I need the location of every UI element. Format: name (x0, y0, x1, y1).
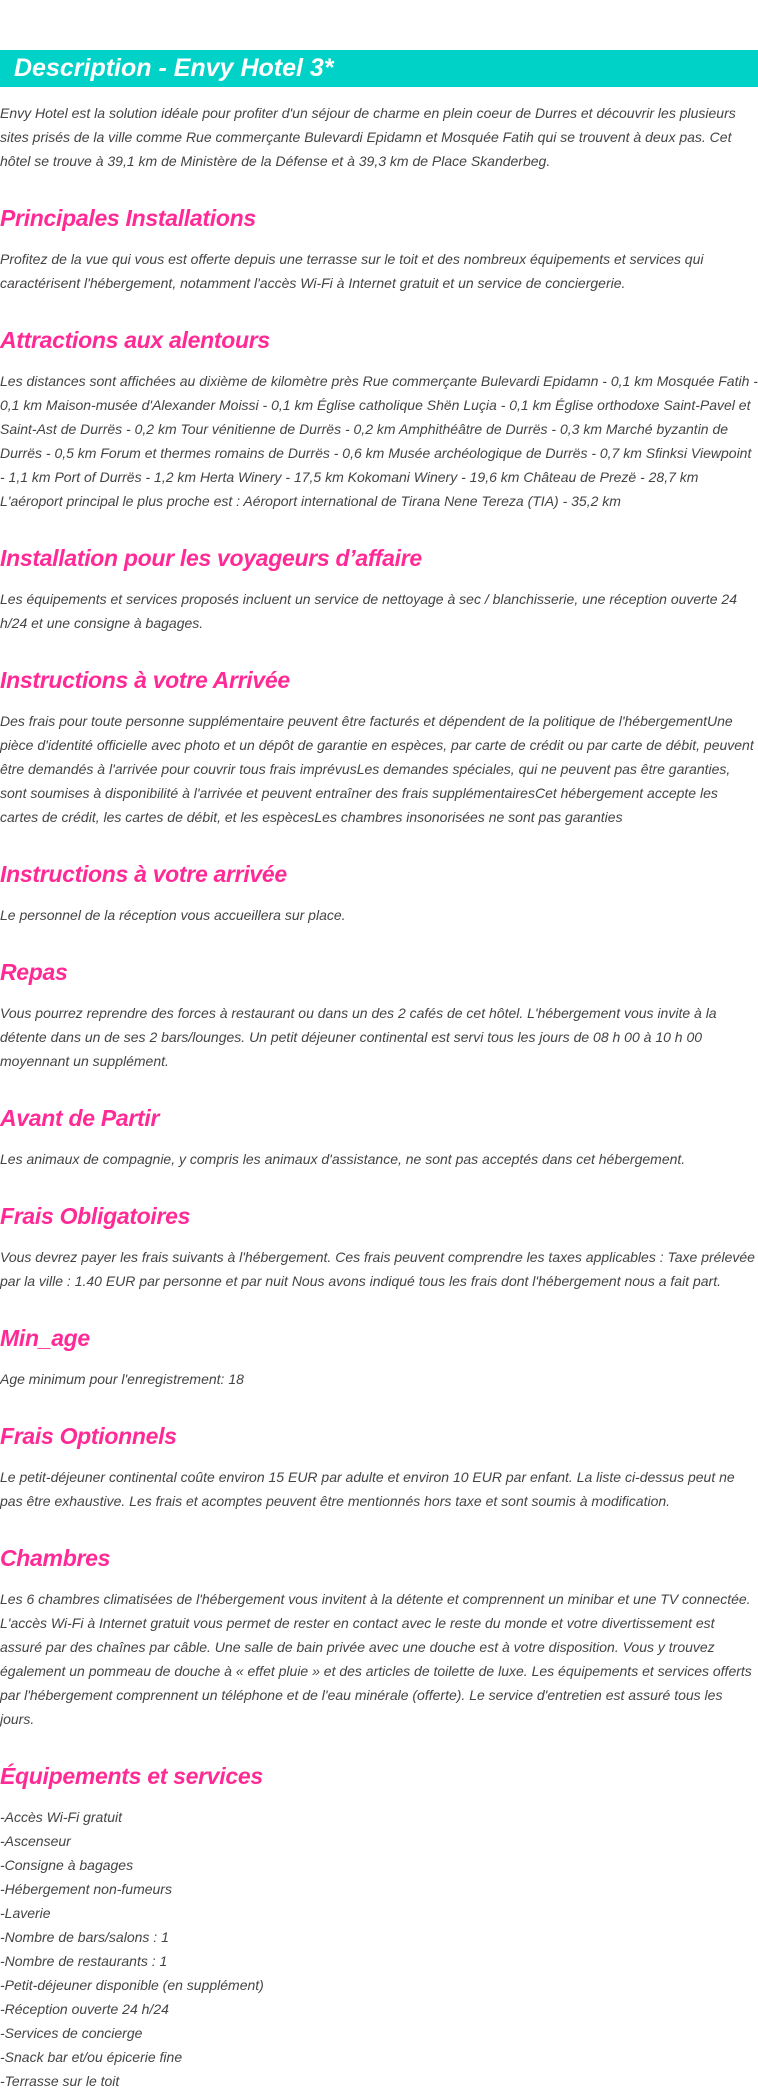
section-attractions (0, 295, 758, 513)
section-heading: Attractions aux alentours (0, 327, 270, 353)
section-text: Le personnel de la réception vous accueillera sur place. (0, 907, 346, 923)
list-item: -Nombre de restaurants : 1 (0, 1953, 168, 1969)
section-text: Vous devrez payer les frais suivants à l'hébergement. Ces frais peuvent comprendre les taxes applicables : Taxe prélevée par la ville : 1.40 EUR par personne et par nuit Nous avons indiqué tous les frais dont l'hébergement nous a fait part. (0, 1249, 755, 1289)
section-min-age (0, 1293, 758, 1391)
section-instructions-arrivee-2 (0, 829, 758, 927)
list-item: -Accès Wi-Fi gratuit (0, 1809, 123, 1825)
section-text: Les équipements et services proposés incluent un service de nettoyage à sec / blanchisserie, une réception ouverte 24 h/24 et une consigne à bagages. (0, 591, 737, 631)
section-text: Le petit-déjeuner continental coûte environ 15 EUR par adulte et environ 10 EUR par enfant. La liste ci-dessus peut ne pas être exhaustive. Les frais et acomptes peuvent être mentionnés hors taxe et sont soumis à modification. (0, 1469, 735, 1509)
section-heading: Avant de Partir (0, 1105, 160, 1131)
list-item: -Ascenseur (0, 1833, 71, 1849)
list-item: -Petit-déjeuner disponible (en supplément) (0, 1977, 264, 1993)
list-item: -Hébergement non-fumeurs (0, 1881, 172, 1897)
list-item: -Services de concierge (0, 2025, 143, 2041)
section-heading: Chambres (0, 1545, 111, 1571)
section-text: Les 6 chambres climatisées de l'hébergement vous invitent à la détente et comprennent un minibar et une TV connectée. L'accès Wi-Fi à Internet gratuit vous permet de rester en contact avec le reste du monde et votre divertissement est assuré par des chaînes par câble. Une salle de bain privée avec une douche est à votre disposition. Vous y trouvez également un pommeau de douche à « effet pluie » et des articles de toilette de luxe. Les équipements et services offerts par l'hébergement comprennent un téléphone et de l'eau minérale (offerte). Le service d'entretien est assuré tous les jours. (0, 1591, 752, 1727)
section-voyageurs-affaire (0, 513, 758, 635)
section-instructions-arrivee (0, 635, 758, 829)
section-text: Les distances sont affichées au dixième de kilomètre près Rue commerçante Bulevardi Epidamn - 0,1 km Mosquée Fatih - 0,1 km Maison-musée d'Alexander Moissi - 0,1 km Église catholique Shën Luçia - 0,1 km Église orthodoxe Saint-Pavel et Saint-Ast de Durrës - 0,2 km Tour vénitienne de Durrës - 0,2 km Amphithéâtre de Durrës - 0,3 km Marché byzantin de Durrës - 0,5 km Forum et thermes romains de Durrës - 0,6 km Musée archéologique de Durrës - 0,7 km Sfinksi Viewpoint - 1,1 km Port of Durrës - 1,2 km Herta Winery - 17,5 km Kokomani Winery - 19,6 km Château de Prezë - 28,7 km L'aéroport principal le plus proche est : Aéroport international de Tirana Nene Tereza (TIA) - 35,2 km (0, 373, 758, 509)
section-text: Les animaux de compagnie, y compris les animaux d'assistance, ne sont pas acceptés dans cet hébergement. (0, 1151, 686, 1167)
section-heading: Frais Obligatoires (0, 1203, 191, 1229)
section-equipements (0, 1731, 758, 2093)
section-text: Profitez de la vue qui vous est offerte depuis une terrasse sur le toit et des nombreux équipements et services qui caractérisent l'hébergement, notamment l'accès Wi-Fi à Internet gratuit et un service de conciergerie. (0, 251, 704, 291)
list-item: -Snack bar et/ou épicerie fine (0, 2049, 183, 2065)
section-text: Vous pourrez reprendre des forces à restaurant ou dans un des 2 cafés de cet hôtel. L'hébergement vous invite à la détente dans un de ses 2 bars/lounges. Un petit déjeuner continental est servi tous les jours de 08 h 00 à 10 h 00 moyennant un supplément. (0, 1005, 717, 1069)
list-item: -Réception ouverte 24 h/24 (0, 2001, 169, 2017)
section-avant-de-partir (0, 1073, 758, 1171)
section-repas (0, 927, 758, 1073)
section-heading: Instructions à votre Arrivée (0, 667, 290, 693)
section-heading: Min_age (0, 1325, 90, 1351)
section-heading: Frais Optionnels (0, 1423, 177, 1449)
title-banner (0, 50, 758, 87)
section-principales-installations (0, 173, 758, 295)
section-heading: Installation pour les voyageurs d’affaire (0, 545, 422, 571)
section-chambres (0, 1513, 758, 1731)
section-text: Age minimum pour l'enregistrement: 18 (0, 1371, 244, 1387)
section-frais-obligatoires (0, 1171, 758, 1293)
list-item: -Laverie (0, 1905, 51, 1921)
section-heading: Instructions à votre arrivée (0, 861, 287, 887)
intro-text: Envy Hotel est la solution idéale pour profiter d'un séjour de charme en plein coeur de Durres et découvrir les plusieurs sites prisés de la ville comme Rue commerçante Bulevardi Epidamn et Mosquée Fatih qui se trouvent à deux pas. Cet hôtel se trouve à 39,1 km de Ministère de la Défense et à 39,3 km de Place Skanderbeg. (0, 105, 736, 169)
section-heading: Équipements et services (0, 1763, 263, 1789)
section-heading: Principales Installations (0, 205, 256, 231)
list-item: -Consigne à bagages (0, 1857, 134, 1873)
section-heading: Repas (0, 959, 68, 985)
list-item: -Terrasse sur le toit (0, 2073, 120, 2089)
list-item: -Nombre de bars/salons : 1 (0, 1929, 169, 1945)
description-content (0, 101, 758, 2093)
amenities-list (0, 1805, 758, 2093)
section-frais-optionnels (0, 1391, 758, 1513)
page-title: Description - Envy Hotel 3* (14, 54, 334, 82)
section-text: Des frais pour toute personne supplémentaire peuvent être facturés et dépendent de la politique de l'hébergementUne pièce d'identité officielle avec photo et un dépôt de garantie en espèces, par carte de crédit ou par carte de débit, peuvent être demandés à l'arrivée pour couvrir tous frais imprévusLes demandes spéciales, qui ne peuvent pas être garanties, sont soumises à disponibilité à l'arrivée et peuvent entraîner des frais supplémentairesCet hébergement accepte les cartes de crédit, les cartes de débit, et les espècesLes chambres insonorisées ne sont pas garanties (0, 713, 754, 825)
